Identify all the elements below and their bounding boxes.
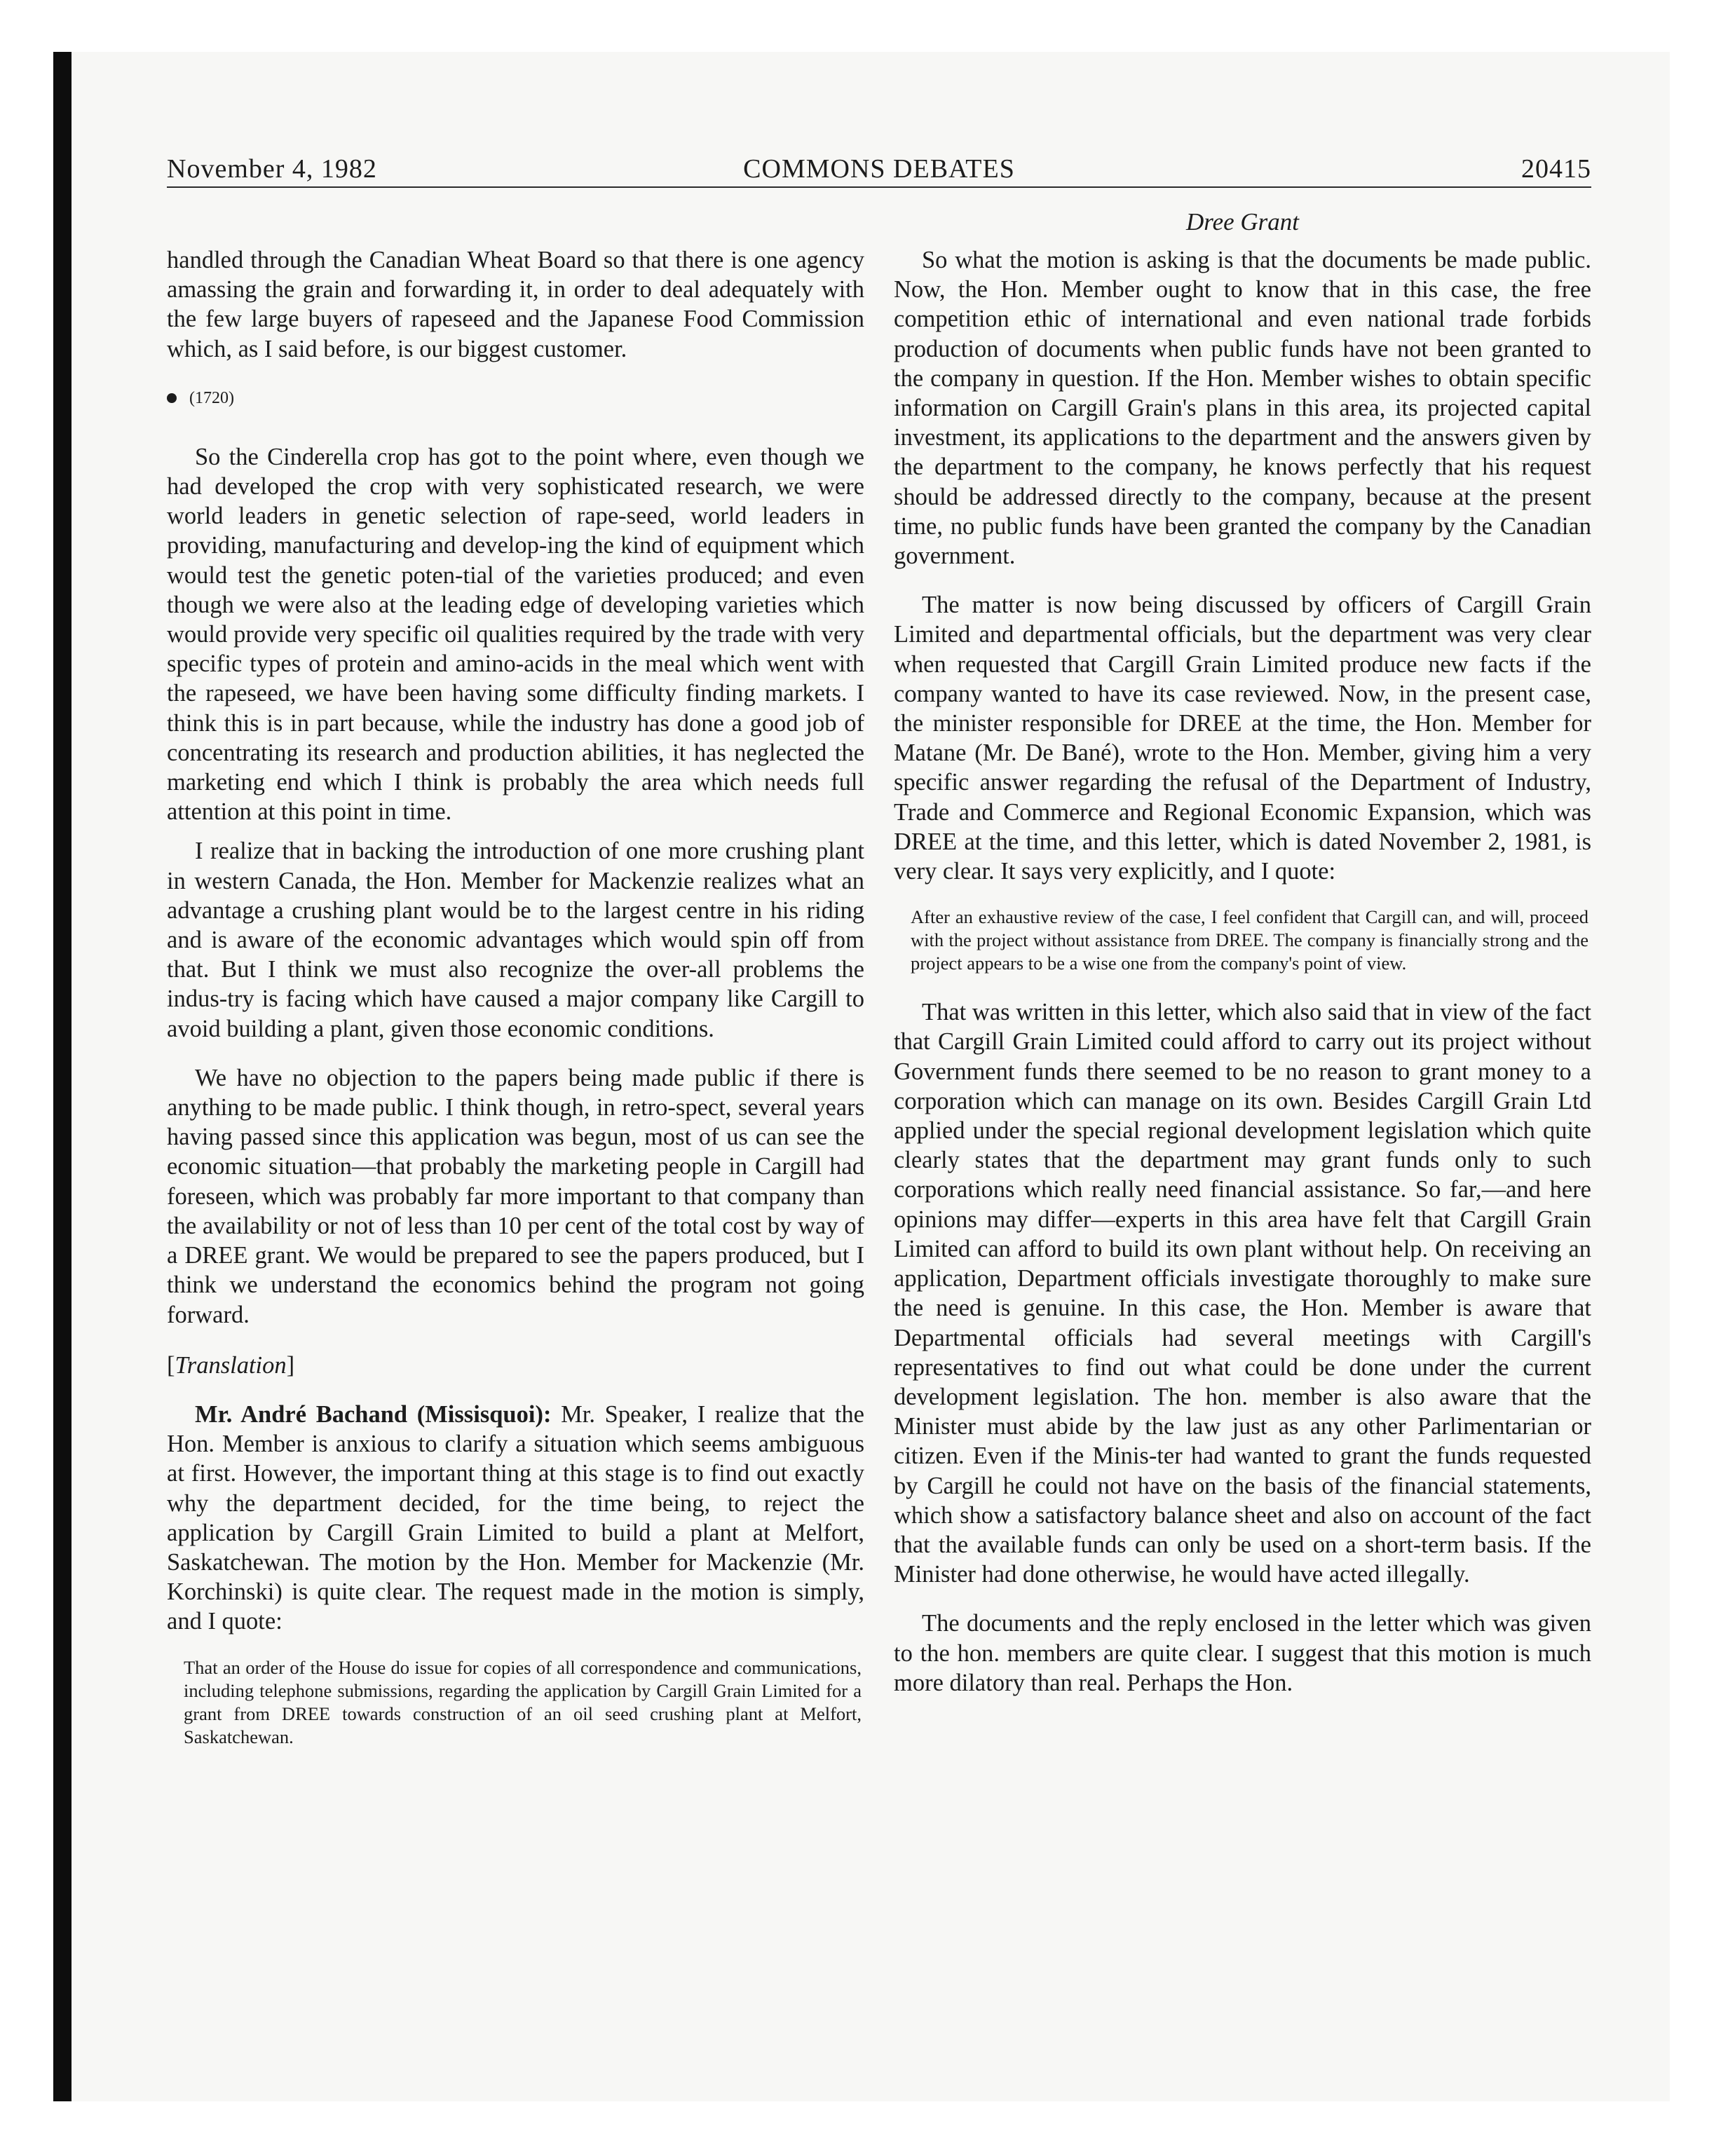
paragraph: So what the motion is asking is that the documents be made public. Now, the Hon. Member ought to know that in this case, the free competition ethic of international and even national trade forbids production of documents when public funds have not been granted to the company in question. If the Hon. Member wishes to obtain specific information on Cargill Grain's plans in this area, its projected capital investment, its applications to the department and the answers given by the department to the company, he knows perfectly that his request should be addressed directly to the company, because at the present time, no public funds have been granted the company by the Canadian government. [894, 247, 1591, 570]
page-binding-edge [53, 52, 72, 2101]
left-column [167, 245, 864, 1771]
paragraph: So the Cinderella crop has got to the point where, even though we had developed the crop with very sophisticated research, we were world leaders in genetic selection of rape-seed, world leaders in providing, manufacturing and develop-ing the kind of equipment which would test the genetic poten-tial of the varieties produced; and even though we were also at the leading edge of developing varieties which would provide very specific oil qualities required by the trade with very specific types of protein and amino-acids in the meal which went with the rapeseed, we have been having some difficulty finding markets. I think this is in part because, while the industry has done a good job of concentrating its research and production abilities, it has neglected the marketing end which I think is probably the area which needs full attention at this point in time. [167, 443, 864, 826]
paragraph: handled through the Canadian Wheat Board so that there is one agency amassing the grain and forwarding it, in order to deal adequately with the few large buyers of rapeseed and the Japanese Food Commission which, as I said before, is our biggest customer. [167, 247, 864, 362]
bullet-icon [167, 393, 177, 403]
timestamp-marker [167, 388, 864, 409]
header-date: November 4, 1982 [167, 154, 377, 184]
timestamp: (1720) [189, 388, 234, 407]
paragraph: That was written in this letter, which also said that in view of the fact that Cargill Grain Limited could afford to carry out its project without Government funds there seemed to be no reason to grant money to a corporation which can manage on its own. Besides Cargill Grain Ltd applied under the special regional development legislation which quite clearly states that the department may grant funds only to such corporations which really need financial assistance. So far,—and here opinions may differ—experts in this area have felt that Cargill Grain Limited can afford to build its own plant without help. On receiving an application, Department officials investigate thoroughly to make sure the need is genuine. In this case, the Hon. Member is aware that Departmental officials had several meetings with Cargill's representatives to find out what could be done under the current development legislation. The hon. member is also aware that the Minister must abide by the law just as any other Parlimentarian or citizen. Even if the Minis-ter had wanted to grant the funds requested by Cargill he could not have on the basis of the financial statements, which show a satisfactory balance sheet and also on account of the fact that the available funds can only be used on a short-term basis. If the Minister had done otherwise, he would have acted illegally. [894, 999, 1591, 1588]
translation-text: Translation [175, 1351, 287, 1379]
section-title: Dree Grant [1185, 208, 1300, 236]
paragraph: The matter is now being discussed by officers of Cargill Grain Limited and departmental officials, but the department was very clear when requested that Cargill Grain Limited produce new facts if the company wanted to have its case reviewed. Now, in the present case, the minister responsible for DREE at the time, the Hon. Member for Matane (Mr. De Bané), wrote to the Hon. Member, giving him a very specific answer regarding the refusal of the Department of Industry, Trade and Commerce and Regional Economic Expansion, which was DREE at the time, and this letter, which is dated November 2, 1981, is very clear. It says very explicitly, and I quote: [894, 592, 1591, 885]
paragraph: We have no objection to the papers being made public if there is anything to be made public. I think though, in retro-spect, several years having passed since this application was begun, most of us can see the economic situation—that probably the marketing people in Cargill had foreseen, which was probably far more important to that company than the availability or not of less than 10 per cent of the total cost by way of a DREE grant. We would be prepared to see the papers produced, but I think we understand the economics behind the program not going forward. [167, 1064, 864, 1328]
speech-text: Mr. Speaker, I realize that the Hon. Member is anxious to clarify a situation which seems ambiguous at first. However, the important thing at this stage is to find out exactly why the department decided, for the time being, to reject the application by Cargill Grain Limited to build a plant at Melfort, Saskatchewan. The motion by the Hon. Member for Mackenzie (Mr. Korchinski) is quite clear. The request made in the motion is simply, and I quote: [167, 1400, 864, 1635]
speaker-name: Mr. André Bachand (Missisquoi): [195, 1400, 552, 1428]
speech-paragraph [167, 1400, 864, 1637]
quoted-letter: After an exhaustive review of the case, I feel confident that Cargill can, and will, proceed with the project without assistance from DREE. The company is financially strong and the project appears to be a wise one from the company's point of view. [911, 906, 1588, 974]
page-header [167, 153, 1591, 188]
header-page-number: 20415 [1521, 154, 1591, 184]
paragraph: I realize that in backing the introduction of one more crushing plant in western Canada, the Hon. Member for Mackenzie realizes what an advantage a crushing plant would be to the largest centre in his riding and is aware of the economic advantages which would spin off from that. But I think we must also recognize the over-all problems the indus-try is facing which have caused a major company like Cargill to avoid building a plant, given those economic conditions. [167, 838, 864, 1042]
right-column [894, 245, 1591, 1698]
paragraph: The documents and the reply enclosed in the letter which was given to the hon. members are quite clear. I suggest that this motion is much more dilatory than real. Perhaps the Hon. [894, 1610, 1591, 1696]
translation-label: [Translation] [167, 1351, 295, 1379]
quoted-motion: That an order of the House do issue for copies of all correspondence and communications, including telephone submissions, regarding the application by Cargill Grain Limited for a grant from DREE towards construction of an oil seed crushing plant at Melfort, Saskatchewan. [184, 1656, 862, 1747]
header-publication: COMMONS DEBATES [743, 154, 1015, 184]
